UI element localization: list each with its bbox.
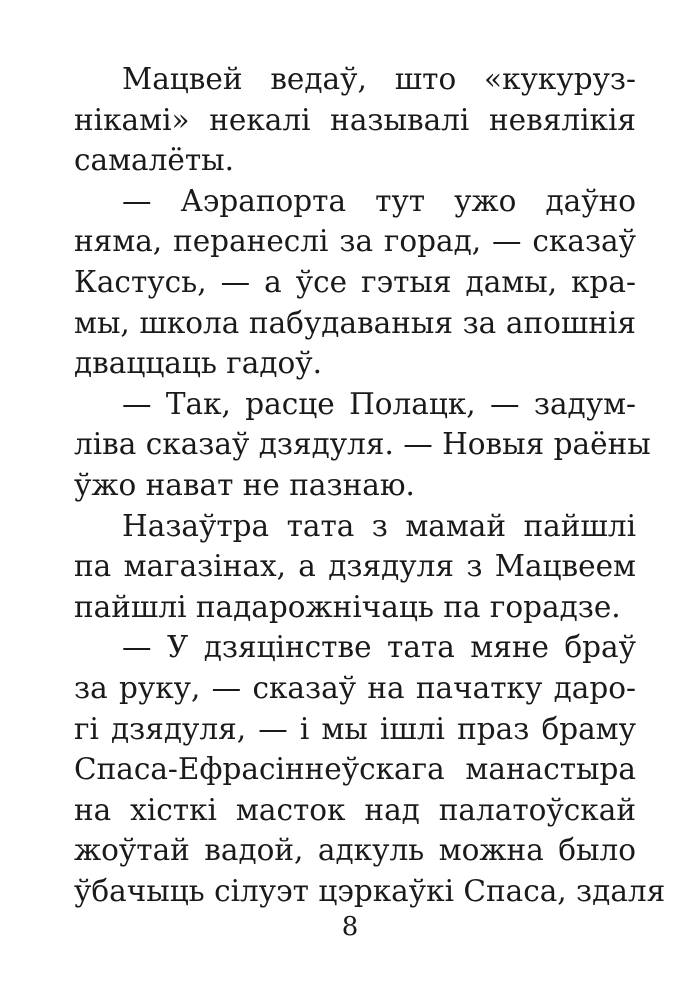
paragraph bbox=[74, 181, 636, 384]
text-line: Назаўтра тата з мамай пайшлі bbox=[122, 508, 636, 543]
text-line: мы, школа пабудаваныя за апошнія bbox=[74, 305, 636, 340]
text-line: пайшлі падарожнічаць па горадзе. bbox=[74, 589, 621, 624]
text-line: Спаса-Ефрасіннеўскага манастыра bbox=[74, 752, 636, 787]
text-line: нікамі» некалі называлі невялікія bbox=[74, 102, 636, 137]
text-line: гі дзядуля, — і мы ішлі праз браму bbox=[74, 711, 636, 746]
text-line: дваццаць гадоў. bbox=[74, 346, 322, 381]
text-line: самалёты. bbox=[74, 143, 235, 178]
text-line: за руку, — сказаў на пачатку даро- bbox=[74, 670, 636, 705]
paragraph bbox=[74, 627, 666, 911]
text-line: на хісткі масток над палатоўскай bbox=[74, 792, 636, 827]
text-line: ўжо нават не пазнаю. bbox=[74, 467, 415, 502]
text-line: па магазінах, а дзядуля з Мацвеем bbox=[74, 549, 636, 584]
paragraph bbox=[74, 384, 651, 506]
paragraph bbox=[74, 506, 636, 628]
page-number: 8 bbox=[341, 912, 359, 942]
text-line: ўбачыць сілуэт цэркаўкі Спаса, здаля bbox=[74, 873, 666, 908]
text-line: — Аэрапорта тут ужо даўно bbox=[122, 183, 636, 218]
text-line: — У дзяцінстве тата мяне браў bbox=[122, 630, 636, 665]
text-line: ліва сказаў дзядуля. — Новыя раёны bbox=[74, 427, 651, 462]
text-line: — Так, расце Полацк, — задум- bbox=[122, 386, 636, 421]
text-line: няма, перанеслі за горад, — сказаў bbox=[74, 224, 636, 259]
text-line: Кастусь, — а ўсе гэтыя дамы, кра- bbox=[74, 264, 636, 299]
text-line: жоўтай вадой, адкуль можна было bbox=[74, 833, 636, 868]
paragraph bbox=[74, 59, 636, 181]
text-line: Мацвей ведаў, што «кукуруз- bbox=[122, 62, 636, 96]
page-body bbox=[74, 59, 666, 911]
